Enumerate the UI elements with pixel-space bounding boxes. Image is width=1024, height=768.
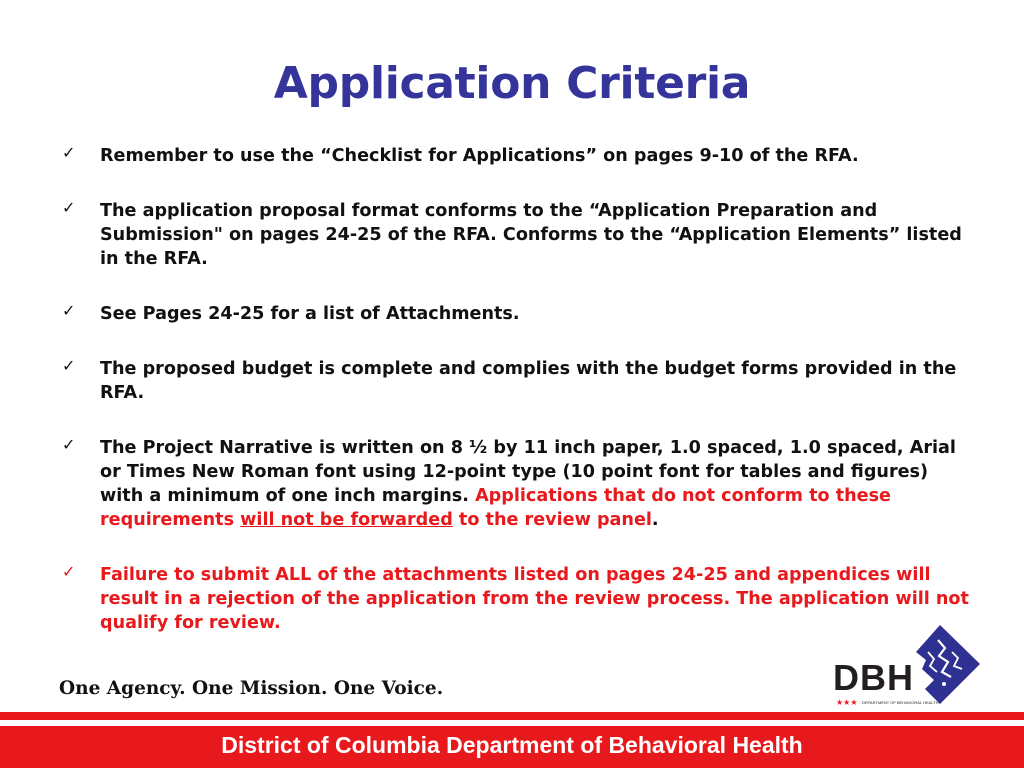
bullet-text: Failure to submit ALL of the attachments listed on pages 24-25 and appendices will result in a rejection of the application from the review process. The application will not qualify for review. (100, 565, 969, 633)
slide-title: Application Criteria (273, 58, 751, 109)
footer-stripe (0, 712, 1024, 720)
checkmark-icon: ✓ (62, 301, 76, 320)
list-item (62, 199, 972, 271)
checkmark-icon: ✓ (62, 562, 76, 581)
bullet-text: Remember to use the “Checklist for Applications” on pages 9-10 of the RFA. (100, 146, 859, 166)
criteria-list (62, 144, 972, 635)
list-item (62, 302, 972, 326)
tagline: One Agency. One Mission. One Voice. (59, 678, 444, 699)
list-item (62, 357, 972, 405)
warning-text-end: to the review panel (452, 510, 652, 530)
checkmark-icon: ✓ (62, 356, 76, 375)
stars-icon: ★★★ (836, 698, 858, 707)
checkmark-icon: ✓ (62, 435, 76, 454)
list-item (62, 436, 972, 532)
bullet-text: The proposed budget is complete and complies with the budget forms provided in the RFA. (100, 359, 957, 403)
bullet-text: The Project Narrative is written on 8 ½ by 11 inch paper, 1.0 spaced, 1.0 spaced, Arial or Times New Roman font using 12-point type (10 point font for tables and figures) with a minimum of one inch margins. (100, 438, 956, 506)
checkmark-icon: ✓ (62, 198, 76, 217)
logo-abbr: DBH (833, 657, 914, 698)
bullet-period: . (651, 510, 659, 530)
checkmark-icon: ✓ (62, 143, 76, 162)
logo-subtitle: DEPARTMENT OF BEHAVIORAL HEALTH (862, 700, 939, 705)
warning-underlined-text: will not be forwarded (240, 510, 453, 530)
footer-banner (0, 726, 1024, 768)
dbh-logo (830, 622, 985, 712)
bullet-text: See Pages 24-25 for a list of Attachments. (100, 304, 520, 324)
footer-text: District of Columbia Department of Behavioral Health (221, 732, 803, 758)
list-item (62, 144, 972, 168)
bullet-text: The application proposal format conforms to the “Application Preparation and Submission" on pages 24-25 of the RFA. Conforms to the “Application Elements” listed in the RFA. (100, 201, 962, 269)
warning-text: Applications that do not conform to these requirements (100, 486, 891, 530)
